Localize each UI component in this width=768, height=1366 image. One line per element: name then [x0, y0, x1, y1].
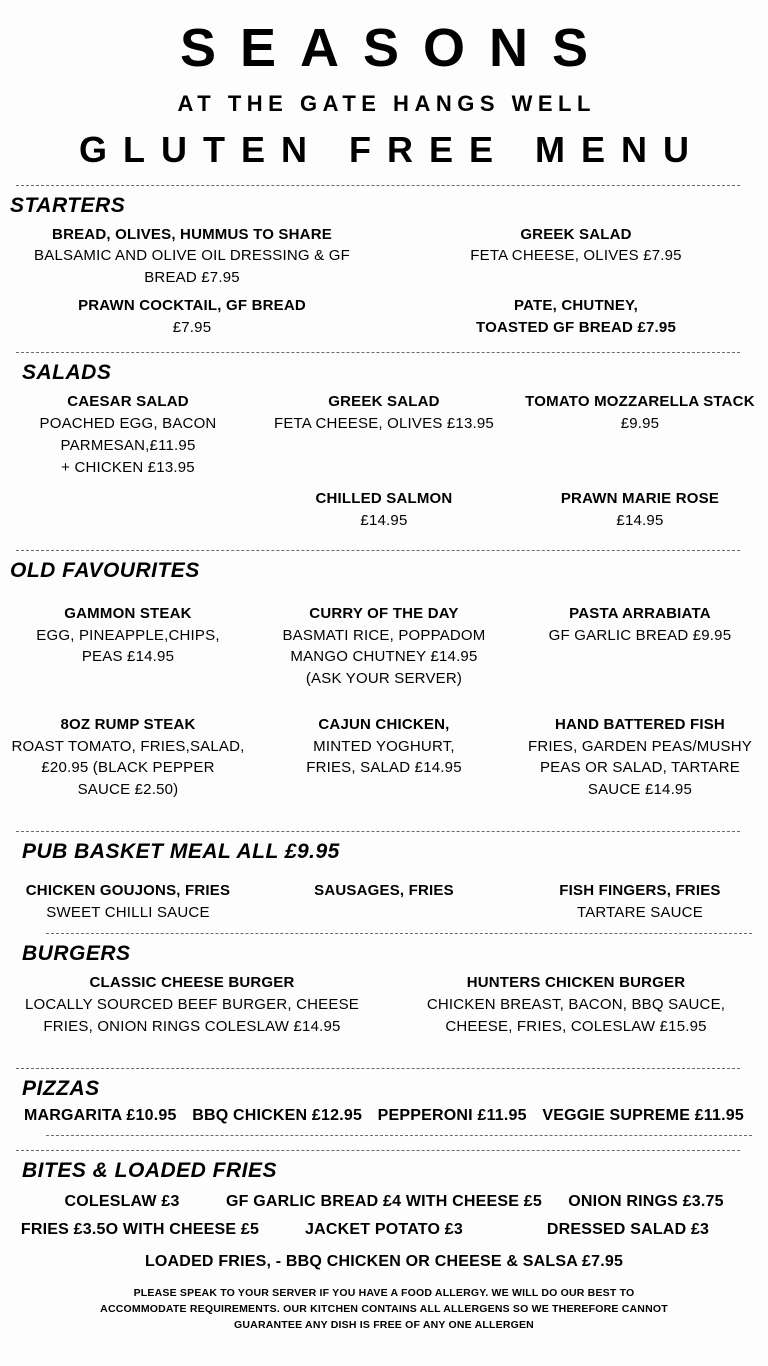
menu-item	[384, 224, 768, 289]
menu-item: BBQ CHICKEN £12.95	[192, 1106, 363, 1124]
menu-item: VEGGIE SUPREME £11.95	[542, 1106, 744, 1124]
menu-item	[256, 880, 512, 924]
allergy-notice-line: PLEASE SPEAK TO YOUR SERVER IF YOU HAVE A FOOD ALLERGY. WE WILL DO OUR BEST TO	[133, 1286, 635, 1299]
item-desc: PARMESAN,£11.95	[60, 436, 196, 454]
menu-item: LOADED FRIES, - BBQ CHICKEN OR CHEESE & SALSA £7.95	[144, 1252, 624, 1270]
menu-item	[0, 295, 384, 339]
section-heading-pizzas: PIZZAS	[22, 1076, 100, 1100]
item-desc: CHEESE, FRIES, COLESLAW £15.95	[445, 1017, 707, 1035]
item-desc: FETA CHEESE, OLIVES £7.95	[470, 247, 682, 265]
menu-item: ONION RINGS £3.75	[568, 1192, 724, 1210]
menu-item	[256, 391, 512, 478]
menu-item	[0, 972, 384, 1037]
item-desc: TARTARE SAUCE	[576, 903, 703, 921]
bites-row-1	[0, 1193, 768, 1211]
allergy-notice	[0, 1285, 768, 1334]
divider-above-salads	[16, 352, 740, 353]
item-desc: POACHED EGG, BACON	[39, 415, 217, 433]
menu-item	[256, 488, 512, 532]
menu-item: JACKET POTATO £3	[305, 1220, 463, 1238]
section-heading-starters: STARTERS	[10, 193, 126, 217]
burgers-row	[0, 972, 768, 1037]
divider-above-burgers	[46, 933, 752, 934]
item-name: PRAWN MARIE ROSE	[560, 490, 720, 508]
item-name: HUNTERS CHICKEN BURGER	[466, 974, 686, 992]
item-desc: FRIES, ONION RINGS COLESLAW £14.95	[43, 1017, 341, 1035]
item-name: GAMMON STEAK	[64, 604, 192, 622]
menu-item	[0, 224, 384, 289]
item-desc: MINTED YOGHURT,	[313, 737, 455, 755]
item-desc: FRIES, SALAD £14.95	[306, 759, 462, 777]
item-name: CHICKEN GOUJONS, FRIES	[25, 881, 231, 899]
divider-above-starters	[16, 185, 740, 186]
item-name: PRAWN COCKTAIL, GF BREAD	[78, 296, 306, 314]
section-heading-bites: BITES & LOADED FRIES	[22, 1158, 278, 1182]
divider-above-pub-basket	[16, 831, 740, 832]
salads-row-1	[0, 391, 768, 478]
item-desc: + CHICKEN £13.95	[61, 458, 195, 476]
menu-item	[384, 295, 768, 339]
item-desc: CHICKEN BREAST, BACON, BBQ SAUCE,	[426, 996, 726, 1014]
bites-row-2	[0, 1221, 768, 1239]
section-heading-burgers: BURGERS	[22, 942, 131, 966]
item-desc: BASMATI RICE, POPPADOM	[282, 626, 486, 644]
item-desc: ROAST TOMATO, FRIES,SALAD,	[11, 737, 245, 755]
menu-kind-title: GLUTEN FREE MENU	[78, 128, 705, 170]
item-desc: SAUCE £2.50)	[77, 781, 179, 799]
menu-item	[0, 603, 256, 690]
item-name: FISH FINGERS, FRIES	[559, 881, 721, 899]
item-desc: SAUCE £14.95	[587, 781, 693, 799]
item-name: CHILLED SALMON	[315, 490, 453, 508]
old-favourites-row-1	[0, 603, 768, 690]
menu-item: COLESLAW £3	[64, 1192, 180, 1210]
menu-item	[0, 880, 256, 924]
section-starters	[0, 194, 768, 339]
section-heading-salads: SALADS	[22, 361, 112, 385]
item-desc: £9.95	[620, 415, 660, 433]
section-bites	[0, 1159, 768, 1271]
item-name: CLASSIC CHEESE BURGER	[89, 974, 295, 992]
masthead	[0, 0, 768, 171]
item-desc: TOASTED GF BREAD £7.95	[475, 318, 676, 336]
old-favourites-row-2	[0, 714, 768, 801]
item-desc: GF GARLIC BREAD £9.95	[548, 626, 732, 644]
salads-row-2	[0, 488, 768, 532]
menu-item	[0, 714, 256, 801]
menu-item	[256, 714, 512, 801]
item-desc: SWEET CHILLI SAUCE	[46, 903, 210, 921]
item-desc: PEAS OR SALAD, TARTARE	[539, 759, 740, 777]
menu-item	[512, 488, 768, 532]
brand-subtitle: AT THE GATE HANGS WELL	[177, 90, 596, 116]
item-name: 8OZ RUMP STEAK	[60, 715, 196, 733]
section-pizzas	[0, 1077, 768, 1125]
section-burgers	[0, 942, 768, 1037]
menu-item	[512, 880, 768, 924]
item-name: SAUSAGES, FRIES	[314, 881, 454, 899]
menu-item	[0, 391, 256, 478]
pub-basket-row	[0, 880, 768, 924]
menu-item: GF GARLIC BREAD £4 WITH CHEESE £5	[226, 1192, 542, 1210]
starters-row-1	[0, 224, 768, 289]
menu-item	[512, 603, 768, 690]
item-desc: £20.95 (BLACK PEPPER	[41, 759, 215, 777]
divider-above-pizzas	[16, 1068, 740, 1069]
menu-item: PEPPERONI £11.95	[377, 1106, 527, 1124]
item-name: CAJUN CHICKEN,	[318, 715, 450, 733]
menu-item	[512, 714, 768, 801]
starters-row-2	[0, 295, 768, 339]
divider-above-bites	[16, 1150, 740, 1151]
item-desc: £14.95	[360, 512, 408, 530]
menu-item	[384, 972, 768, 1037]
allergy-notice-line: GUARANTEE ANY DISH IS FREE OF ANY ONE ALLERGEN	[234, 1319, 534, 1332]
menu-item: FRIES £3.5O WITH CHEESE £5	[20, 1220, 260, 1238]
item-name: PASTA ARRABIATA	[569, 604, 711, 622]
item-desc: LOCALLY SOURCED BEEF BURGER, CHEESE	[24, 996, 360, 1014]
item-name: HAND BATTERED FISH	[554, 715, 725, 733]
menu-item: MARGARITA £10.95	[24, 1106, 177, 1124]
section-salads	[0, 361, 768, 532]
menu-item	[256, 603, 512, 690]
divider-above-old-favourites	[16, 550, 740, 551]
item-desc: £14.95	[616, 512, 664, 530]
item-desc: FETA CHEESE, OLIVES £13.95	[273, 415, 494, 433]
section-heading-pub-basket: PUB BASKET MEAL ALL £9.95	[22, 839, 340, 863]
menu-item	[512, 391, 768, 478]
item-name: CAESAR SALAD	[67, 393, 189, 411]
item-desc: (ASK YOUR SERVER)	[305, 670, 463, 688]
section-pub-basket	[0, 840, 768, 924]
item-desc: BALSAMIC AND OLIVE OIL DRESSING & GF BREAD £7.95	[34, 247, 350, 287]
item-name: GREEK SALAD	[520, 225, 632, 243]
item-name: TOMATO MOZZARELLA STACK	[525, 393, 755, 411]
brand-title: SEASONS	[179, 18, 613, 78]
item-name: BREAD, OLIVES, HUMMUS TO SHARE	[52, 225, 332, 243]
item-name: GREEK SALAD	[328, 393, 440, 411]
section-heading-old-favourites: OLD FAVOURITES	[10, 558, 200, 582]
item-name: CURRY OF THE DAY	[309, 604, 459, 622]
allergy-notice-line: ACCOMMODATE REQUIREMENTS. OUR KITCHEN CONTAINS ALL ALLERGENS SO WE THEREFORE CANNOT	[100, 1302, 668, 1315]
item-desc: MANGO CHUTNEY £14.95	[290, 648, 478, 666]
item-desc: FRIES, GARDEN PEAS/MUSHY	[527, 737, 752, 755]
item-desc: PEAS £14.95	[81, 648, 175, 666]
section-old-favourites	[0, 559, 768, 801]
menu-item: DRESSED SALAD £3	[546, 1220, 710, 1238]
pizzas-row	[0, 1107, 768, 1125]
item-desc: £7.95	[172, 318, 212, 336]
item-desc: EGG, PINEAPPLE,CHIPS,	[36, 626, 220, 644]
item-name: PATE, CHUTNEY,	[514, 296, 638, 314]
